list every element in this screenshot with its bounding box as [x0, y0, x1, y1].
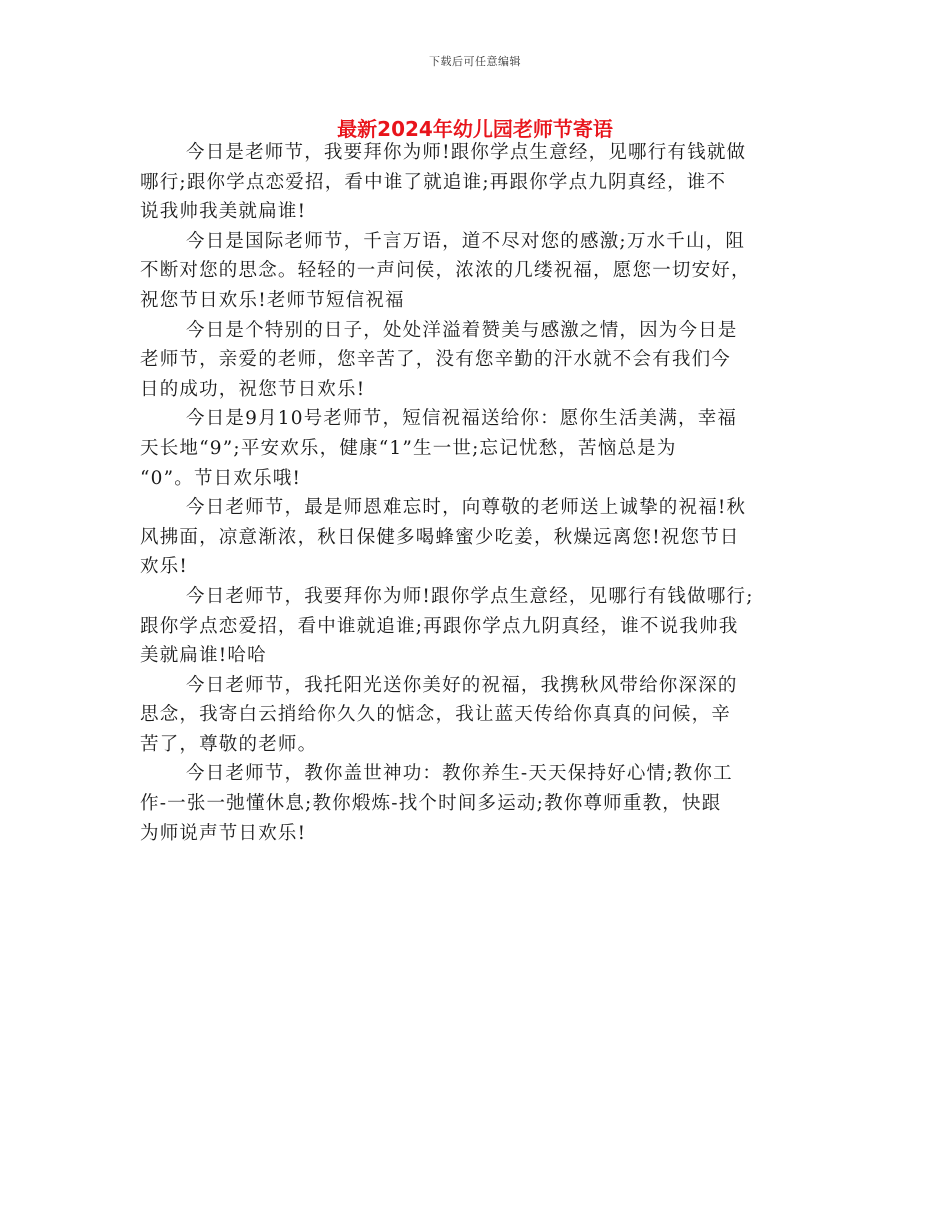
text-line: 哪行;跟你学点恋爱招，看中谁了就追谁;再跟你学点九阴真经，谁不 — [140, 171, 727, 193]
document-body — [140, 138, 812, 848]
text-line: 欢乐! — [140, 556, 189, 578]
text-line: 跟你学点恋爱招，看中谁就追谁;再跟你学点九阴真经，谁不说我帅我 — [140, 615, 739, 637]
text-line: 老师节，亲爱的老师，您辛苦了，没有您辛勤的汗水就不会有我们今 — [140, 349, 732, 371]
text-line: 今日是个特别的日子，处处洋溢着赞美与感激之情，因为今日是 — [186, 319, 738, 341]
text-line: 今日老师节，教你盖世神功：教你养生-天天保持好心情;教你工 — [186, 763, 733, 785]
paragraph — [140, 227, 812, 316]
paragraph — [140, 138, 812, 227]
paragraph — [140, 404, 812, 493]
text-line: 今日老师节，最是师恩难忘时，向尊敬的老师送上诚挚的祝福!秋 — [186, 497, 747, 519]
text-line: “0”。节日欢乐哦! — [140, 467, 302, 489]
text-line: 天长地“9”;平安欢乐，健康“1”生一世;忘记忧愁，苦恼总是为 — [140, 437, 677, 459]
text-line: 思念，我寄白云捎给你久久的惦念，我让蓝天传给你真真的问候，辛 — [140, 704, 732, 726]
text-line: 不断对您的思念。轻轻的一声问侯，浓浓的几缕祝福，愿您一切安好， — [140, 260, 751, 282]
text-line: 苦了，尊敬的老师。 — [140, 733, 318, 755]
text-line: 风拂面，凉意渐浓，秋日保健多喝蜂蜜少吃姜，秋燥远离您!祝您节日 — [140, 526, 740, 548]
text-line: 今日老师节，我要拜你为师!跟你学点生意经，见哪行有钱做哪行; — [186, 585, 754, 607]
paragraph — [140, 759, 812, 848]
text-line: 说我帅我美就扁谁! — [140, 201, 307, 223]
text-line: 祝您节日欢乐!老师节短信祝福 — [140, 289, 405, 311]
text-line: 今日是老师节，我要拜你为师!跟你学点生意经，见哪行有钱就做 — [186, 142, 747, 163]
text-line: 今日是9月10号老师节，短信祝福送给你：愿你生活美满，幸福 — [186, 408, 738, 430]
text-line: 作-一张一弛懂休息;教你煅炼-找个时间多运动;教你尊师重教，快跟 — [140, 793, 722, 815]
paragraph — [140, 582, 812, 671]
paragraph — [140, 316, 812, 405]
paragraph — [140, 493, 812, 582]
text-line: 为师说声节日欢乐! — [140, 822, 307, 844]
text-line: 今日老师节，我托阳光送你美好的祝福，我携秋风带给你深深的 — [186, 674, 738, 696]
header-note: 下载后可任意编辑 — [429, 55, 521, 68]
paragraph — [140, 671, 812, 760]
page-title: 最新2024年幼儿园老师节寄语 — [337, 117, 613, 141]
text-line: 日的成功，祝您节日欢乐! — [140, 378, 366, 400]
text-line: 美就扁谁!哈哈 — [140, 645, 267, 667]
text-line: 今日是国际老师节，千言万语，道不尽对您的感激;万水千山，阻 — [186, 230, 746, 252]
